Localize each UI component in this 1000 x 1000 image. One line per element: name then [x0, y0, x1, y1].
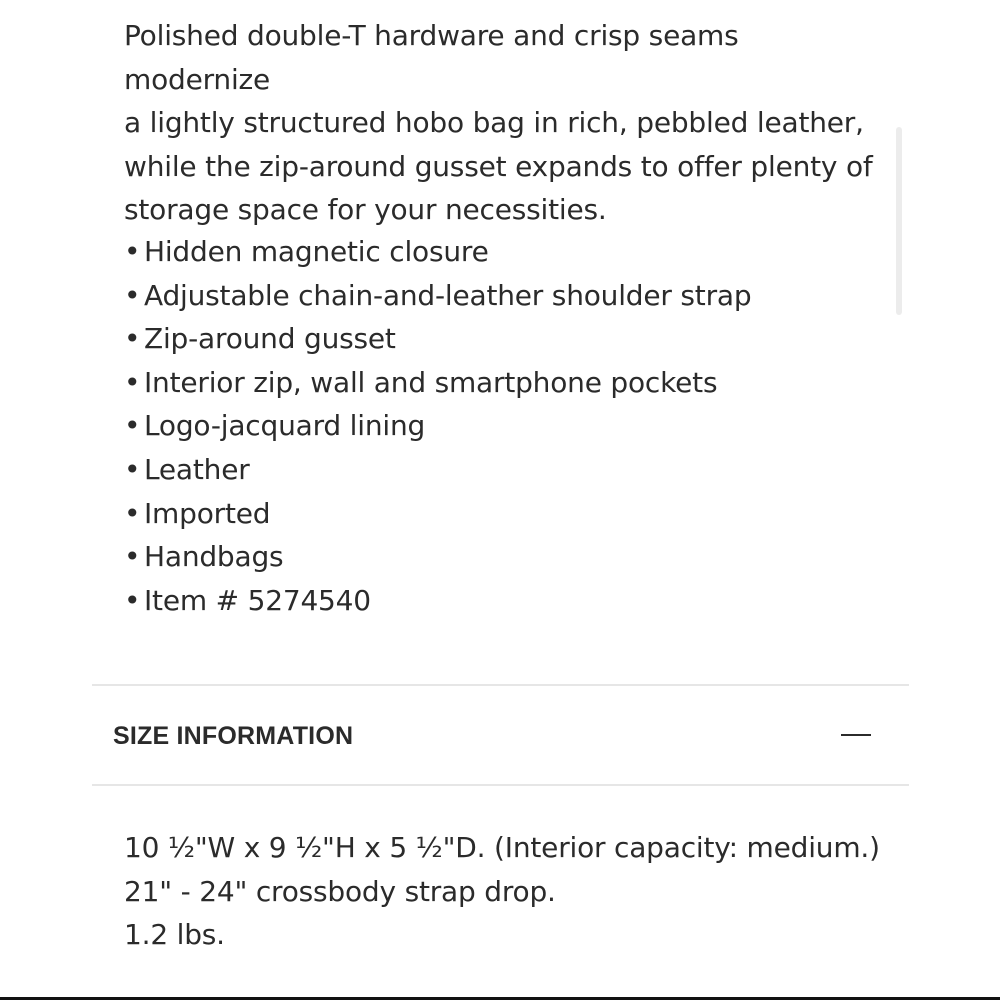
feature-label: Interior zip, wall and smartphone pockets: [144, 365, 718, 399]
bullet-icon: •: [124, 496, 141, 530]
feature-item: [124, 492, 751, 536]
feature-label: Logo-jacquard lining: [144, 409, 426, 443]
feature-label: Zip-around gusset: [144, 322, 396, 356]
feature-item: [124, 579, 751, 623]
description-line: storage space for your necessities.: [124, 193, 607, 227]
size-weight: 1.2 lbs.: [124, 918, 225, 952]
section-title: SIZE INFORMATION: [113, 722, 354, 750]
feature-label: Leather: [144, 452, 250, 486]
feature-list: [124, 230, 751, 622]
bullet-icon: •: [124, 365, 141, 399]
bullet-icon: •: [124, 583, 141, 617]
bullet-icon: •: [124, 409, 141, 443]
minus-icon[interactable]: [841, 734, 871, 736]
size-information-toggle[interactable]: [92, 686, 909, 784]
scrollbar[interactable]: [896, 127, 902, 315]
feature-item: [124, 317, 751, 361]
description-line: while the zip-around gusset expands to offer plenty of: [124, 149, 873, 183]
feature-item: [124, 535, 751, 579]
section-divider-bottom: [92, 784, 909, 786]
description-line: a lightly structured hobo bag in rich, pebbled leather,: [124, 106, 864, 140]
feature-label: Adjustable chain-and-leather shoulder strap: [144, 278, 752, 312]
feature-label: Item # 5274540: [144, 583, 371, 617]
bullet-icon: •: [124, 540, 141, 574]
feature-label: Hidden magnetic closure: [144, 235, 489, 268]
bullet-icon: •: [124, 322, 141, 356]
feature-label: Handbags: [144, 540, 284, 574]
feature-item: [124, 230, 751, 274]
feature-item: [124, 361, 751, 405]
bullet-icon: •: [124, 235, 141, 268]
bullet-icon: •: [124, 278, 141, 312]
size-dimensions: 10 ½"W x 9 ½"H x 5 ½"D. (Interior capacity: medium.): [124, 831, 880, 864]
feature-item: [124, 448, 751, 492]
feature-label: Imported: [144, 496, 271, 530]
product-description: [124, 14, 884, 232]
description-line: Polished double-T hardware and crisp seams modernize: [124, 19, 739, 96]
size-strap-drop: 21" - 24" crossbody strap drop.: [124, 874, 556, 908]
bullet-icon: •: [124, 452, 141, 486]
feature-item: [124, 404, 751, 448]
size-information-content: [124, 826, 880, 957]
feature-item: [124, 274, 751, 318]
